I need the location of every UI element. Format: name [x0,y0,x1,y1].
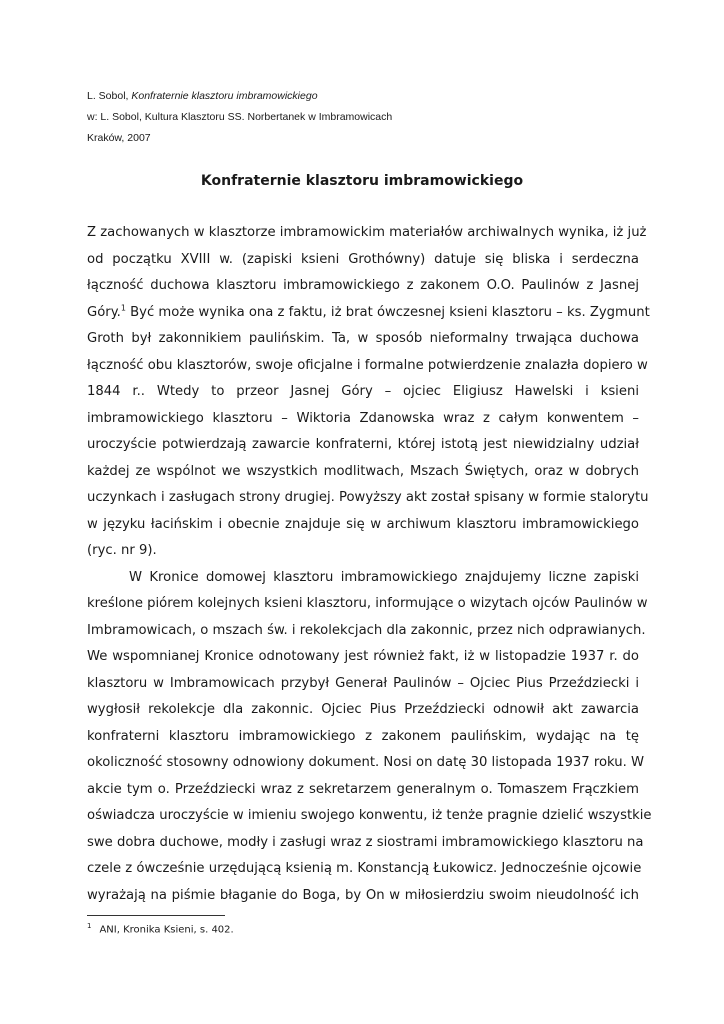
text-line: każdej ze wspólnot we wszystkich modlitwach, Mszach Świętych, oraz w dobrych [87,463,639,479]
text-line: kreślone piórem kolejnych ksieni klasztoru, informujące o wizytach ojców Paulinów w [87,596,648,611]
text-line: swe dobra duchowe, modły i zasługi wraz z siostrami imbramowickiego klasztoru na [87,834,644,850]
citation-title: Konfraternie klasztoru imbramowickiego [131,90,318,102]
paragraph-2 [87,565,652,910]
citation-block [87,86,392,149]
footnote-divider [87,915,225,916]
text-line: klasztoru w Imbramowicach przybył Generał Paulinów – Ojciec Pius Przeździecki i [87,675,639,691]
text-line: wygłosił rekolekcje dla zakonnic. Ojciec Pius Przeździecki odnowił akt zawarcia [87,702,639,717]
text-fragment: Być może wynika ona z faktu, iż brat ówczesnej ksieni klasztoru – ks. Zygmunt [125,304,650,320]
text-line: w języku łacińskim i obecnie znajduje się w archiwum klasztoru imbramowickiego [87,516,639,532]
text-line: Imbramowicach, o mszach św. i rekolekcjach dla zakonnic, przez nich odprawianych. [87,622,646,638]
text-line: We wspomnianej Kronice odnotowany jest również fakt, iż w listopadzie 1937 r. do [87,649,639,664]
footnote [87,922,234,935]
text-line: uczynkach i zasługach strony drugiej. Powyższy akt został spisany w formie stalorytu [87,490,649,505]
footnote-text: ANI, Kronika Ksieni, s. 402. [99,924,234,936]
text-line: Groth był zakonnikiem paulińskim. Ta, w sposób nieformalny trwająca duchowa [87,331,639,346]
text-line: czele z ówcześnie urzędującą ksienią m. Konstancją Łukowicz. Jednocześnie ojcowie [87,861,642,876]
text-line: od początku XVIII w. (zapiski ksieni Grothówny) datuje się bliska i serdeczna [87,251,639,267]
document-body [87,220,652,909]
text-line: Z zachowanych w klasztorze imbramowickim materiałów archiwalnych wynika, iż już [87,225,647,240]
text-line: W Kronice domowej klasztoru imbramowickiego znajdujemy liczne zapiski [129,569,639,585]
document-title: Konfraternie klasztoru imbramowickiego [200,173,524,189]
text-line: łączność duchowa klasztoru imbramowickiego z zakonem O.O. Paulinów z Jasnej [87,278,639,293]
paragraph-1 [87,220,650,565]
citation-line-3: Kraków, 2007 [87,132,151,144]
citation-line-1 [87,86,392,107]
text-line: konfraterni klasztoru imbramowickiego z zakonem paulińskim, wydając na tę [87,728,639,744]
text-line: (ryc. nr 9). [87,543,157,558]
text-line: łączność obu klasztorów, swoje oficjalne i formalne potwierdzenie znalazła dopiero w [87,357,648,373]
text-line: oświadcza uroczyście w imieniu swojego konwentu, iż tenże pragnie dzielić wszystkie [87,808,652,823]
text-line: imbramowickiego klasztoru – Wiktoria Zdanowska wraz z całym konwentem – [87,410,639,426]
text-line: wyrażają na piśmie błaganie do Boga, by On w miłosierdziu swoim nieudolność ich [87,887,639,903]
citation-line-2: w: L. Sobol, Kultura Klasztoru SS. Norbertanek w Imbramowicach [87,111,393,123]
footnote-reference[interactable]: 1 [120,303,126,313]
text-fragment: Góry. [87,304,121,320]
footnote-mark: 1 [87,922,92,930]
text-line: uroczyście potwierdzają zawarcie konfraterni, której istotą jest niewidzialny udział [87,437,639,452]
text-line: 1844 r.. Wtedy to przeor Jasnej Góry – ojciec Eligiusz Hawelski i ksieni [87,384,639,399]
citation-author: L. Sobol, [87,90,132,102]
text-line [87,300,650,327]
text-line: okoliczność stosowny odnowiony dokument. Nosi on datę 30 listopada 1937 roku. W [87,755,645,770]
text-line: akcie tym o. Przeździecki wraz z sekretarzem generalnym o. Tomaszem Frączkiem [87,781,639,797]
